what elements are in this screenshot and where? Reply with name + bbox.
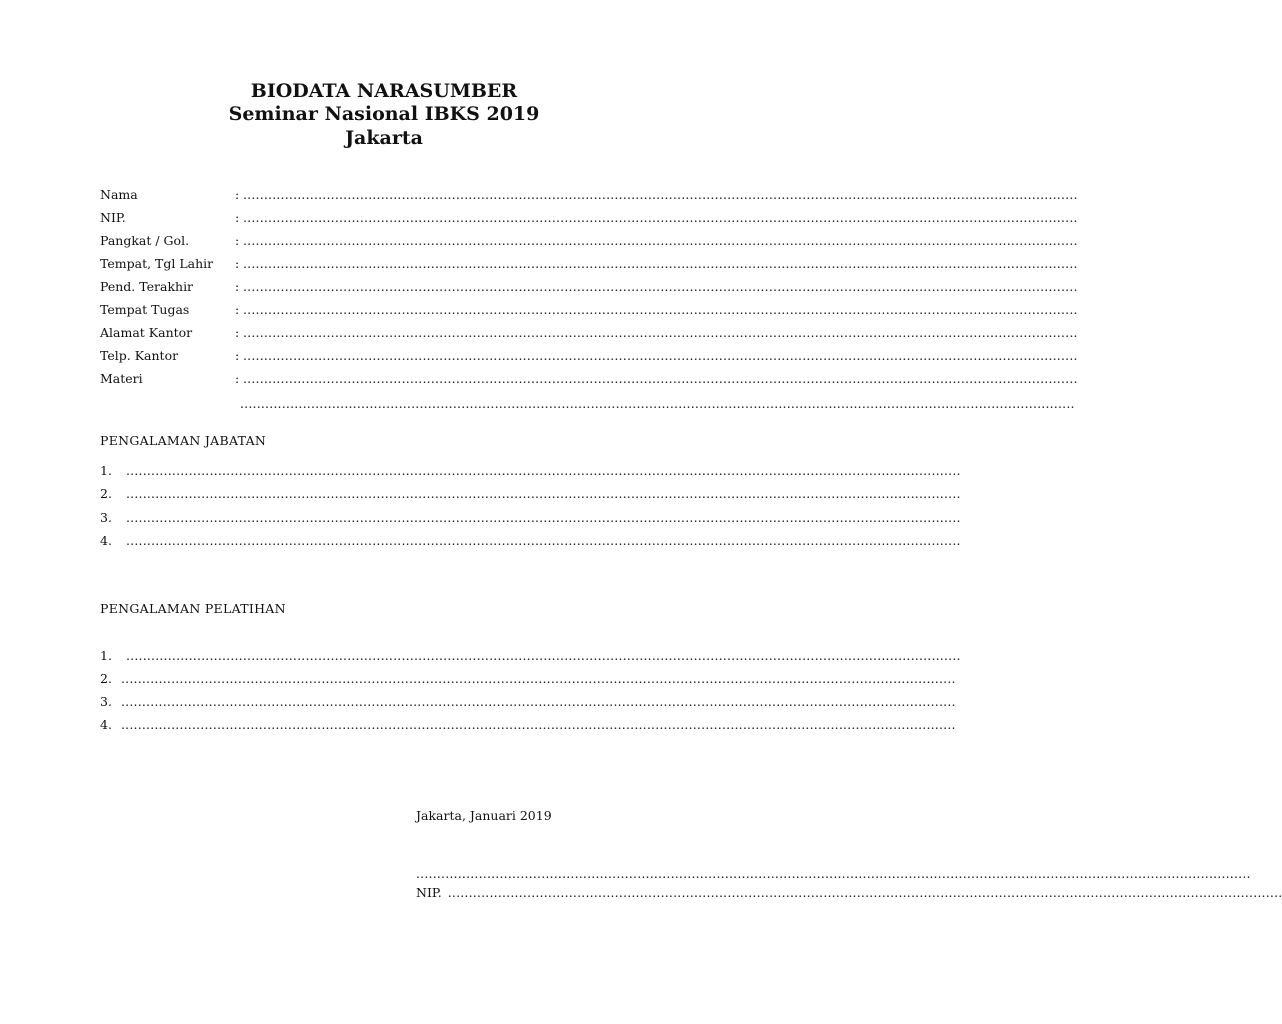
fill-line: ........................................................................................................................................................................................................ <box>243 279 1078 294</box>
list-item <box>100 717 956 733</box>
fill-line: ........................................................................................................................................................................................................ <box>121 717 956 732</box>
field-colon: : <box>235 210 240 225</box>
item-number: 4. <box>100 717 112 732</box>
field-nama <box>100 187 1078 203</box>
fill-line: ........................................................................................................................................................................................................ <box>126 463 961 478</box>
field-label: Telp. Kantor <box>100 348 179 363</box>
field-pend-terakhir <box>100 279 1078 295</box>
fill-line: ........................................................................................................................................................................................................ <box>416 866 1251 881</box>
document-title: BIODATA NARASUMBER <box>250 80 518 102</box>
fill-line: ........................................................................................................................................................................................................ <box>243 371 1078 386</box>
list-item <box>100 648 961 664</box>
field-label: Nama <box>100 187 138 202</box>
fill-line: ........................................................................................................................................................................................................ <box>447 885 1282 900</box>
field-colon: : <box>235 348 240 363</box>
field-nip <box>100 210 1078 226</box>
list-item <box>100 694 956 710</box>
signature-nip <box>416 885 1282 901</box>
signature-line <box>416 866 1251 882</box>
fill-line: ........................................................................................................................................................................................................ <box>243 187 1078 202</box>
fill-line: ........................................................................................................................................................................................................ <box>126 486 961 501</box>
section-heading-jabatan: PENGALAMAN JABATAN <box>100 433 267 448</box>
field-label: Alamat Kantor <box>100 325 193 340</box>
field-colon: : <box>235 325 240 340</box>
field-label: Materi <box>100 371 143 386</box>
fill-line: ........................................................................................................................................................................................................ <box>126 510 961 525</box>
field-colon: : <box>235 187 240 202</box>
item-number: 3. <box>100 694 112 709</box>
fill-line: ........................................................................................................................................................................................................ <box>243 348 1078 363</box>
field-label: Tempat, Tgl Lahir <box>100 256 214 271</box>
field-alamat-kantor <box>100 325 1078 341</box>
fill-line: ........................................................................................................................................................................................................ <box>243 325 1078 340</box>
item-number: 1. <box>100 463 112 478</box>
fill-line: ........................................................................................................................................................................................................ <box>243 302 1078 317</box>
list-item <box>100 510 961 526</box>
fill-line: ........................................................................................................................................................................................................ <box>243 210 1078 225</box>
document-city: Jakarta <box>345 127 423 149</box>
signature-nip-label: NIP. <box>416 885 442 900</box>
field-colon: : <box>235 279 240 294</box>
fill-line: ........................................................................................................................................................................................................ <box>240 396 1075 411</box>
field-label: Pangkat / Gol. <box>100 233 190 248</box>
item-number: 2. <box>100 671 112 686</box>
fill-line: ........................................................................................................................................................................................................ <box>243 256 1078 271</box>
fill-line: ........................................................................................................................................................................................................ <box>126 648 961 663</box>
field-materi <box>100 371 1078 387</box>
fill-line: ........................................................................................................................................................................................................ <box>126 533 961 548</box>
list-item <box>100 671 956 687</box>
field-tempat-tugas <box>100 302 1078 318</box>
item-number: 4. <box>100 533 112 548</box>
field-tempat-tgl-lahir <box>100 256 1078 272</box>
fill-line: ........................................................................................................................................................................................................ <box>121 694 956 709</box>
field-label: Pend. Terakhir <box>100 279 194 294</box>
section-heading-pelatihan: PENGALAMAN PELATIHAN <box>100 601 286 616</box>
field-colon: : <box>235 371 240 386</box>
field-pangkat-gol <box>100 233 1078 249</box>
field-colon: : <box>235 256 240 271</box>
field-materi-continuation <box>240 396 1075 412</box>
fill-line: ........................................................................................................................................................................................................ <box>243 233 1078 248</box>
field-colon: : <box>235 233 240 248</box>
list-item <box>100 533 961 549</box>
field-label: NIP. <box>100 210 126 225</box>
item-number: 1. <box>100 648 112 663</box>
field-label: Tempat Tugas <box>100 302 190 317</box>
signature-place-date: Jakarta, Januari 2019 <box>416 808 552 823</box>
field-colon: : <box>235 302 240 317</box>
document-subtitle: Seminar Nasional IBKS 2019 <box>228 103 540 125</box>
fill-line: ........................................................................................................................................................................................................ <box>121 671 956 686</box>
list-item <box>100 486 961 502</box>
list-item <box>100 463 961 479</box>
item-number: 2. <box>100 486 112 501</box>
item-number: 3. <box>100 510 112 525</box>
field-telp-kantor <box>100 348 1078 364</box>
